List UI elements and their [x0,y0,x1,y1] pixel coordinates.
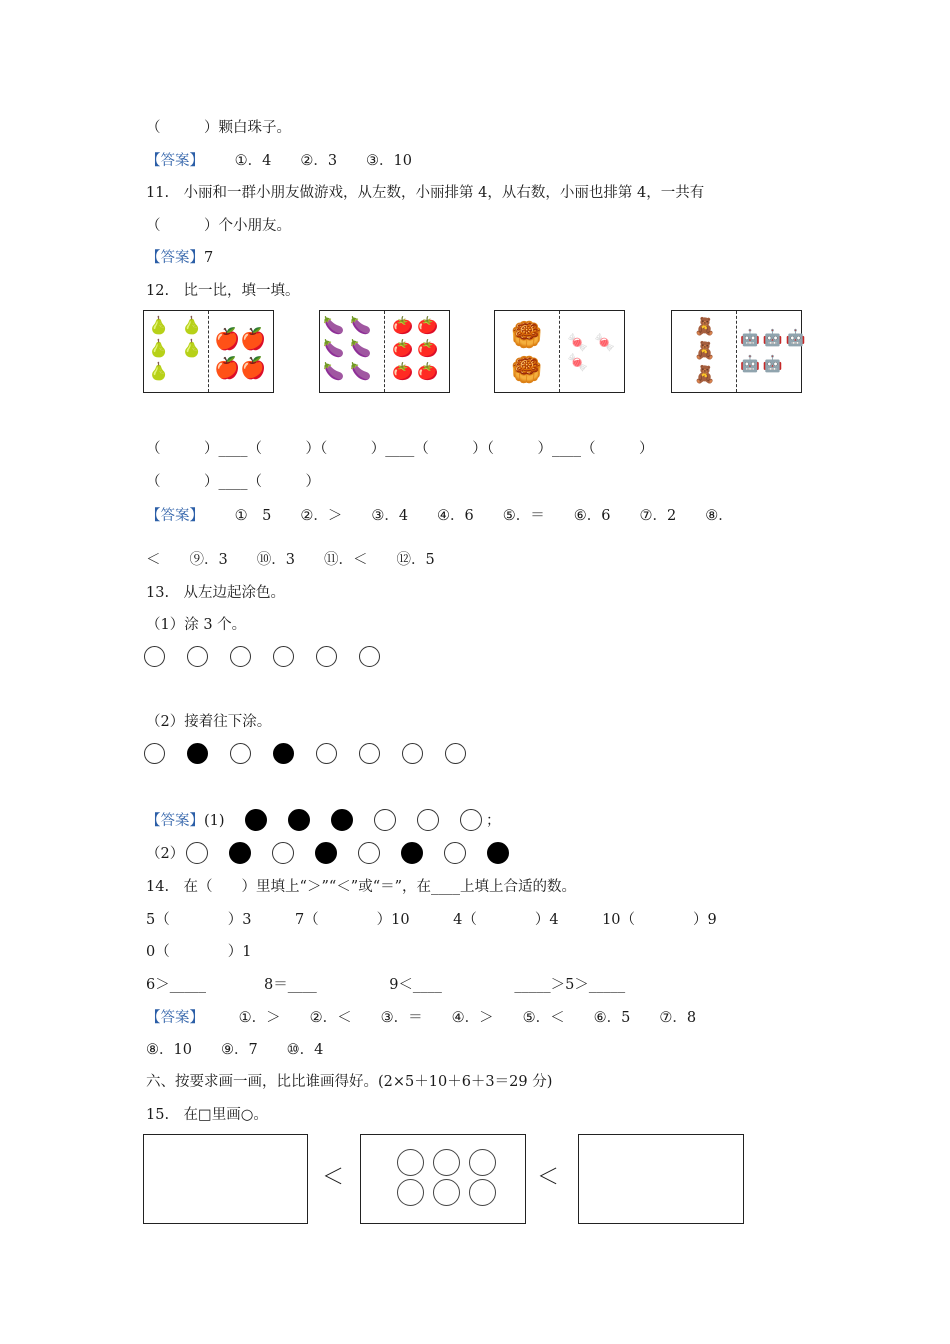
pear-icon: 🍐 [148,362,170,382]
question-15: 15. 在□里画○。 [146,1107,268,1123]
tomato-icon: 🍅 [417,339,439,359]
apple-icon: 🍎 [214,327,241,351]
empty-circle[interactable] [316,646,337,667]
pear-icon: 🍐 [181,316,203,336]
empty-circle[interactable] [144,743,165,764]
robot-icon: 🤖 [762,354,783,373]
apple-group [214,325,266,383]
empty-circle[interactable] [230,743,251,764]
answer-part-label: (1) [204,813,225,829]
circle-shape [433,1179,460,1206]
filled-circle [331,809,353,831]
robot-icon: 🤖 [762,328,783,347]
question-13: 13. 从左边起涂色。 [146,585,286,601]
eggplant-icon: 🍆 [350,316,372,336]
question-13-part1: （1）涂 3 个。 [146,617,247,633]
empty-circle [374,809,396,831]
answer-14 [146,1006,696,1027]
empty-circle[interactable] [445,743,466,764]
semicolon: ； [486,813,501,829]
filled-circle [401,842,423,864]
bear-icon: 🧸 [694,365,716,385]
answer-tag: 【答案】 [146,508,204,524]
question-12: 12. 比一比，填一填。 [146,283,300,299]
compare-box-eggplants-tomatoes [319,310,450,393]
dashed-divider [736,311,737,392]
tomato-icon: 🍅 [392,339,414,359]
draw-box-left[interactable] [143,1134,308,1224]
filled-circle [245,809,267,831]
question-11-line1: 11. 小丽和一群小朋友做游戏，从左数，小丽排第 4，从右数，小丽也排第 4，一共有 [146,185,705,201]
less-than-sign: ＜ [537,1165,560,1190]
question-14: 14. 在（ ）里填上“＞”“＜”或“＝”，在____上填上合适的数。 [146,879,577,895]
robot-icon: 🤖 [740,328,760,347]
candy-icon: 🍬 [594,333,616,353]
answer-text: ① 5 ②．＞ ③．4 ④．6 ⑤．＝ ⑥．6 ⑦．2 ⑧． [234,508,733,524]
answer-10 [146,149,412,170]
empty-circle[interactable] [187,646,208,667]
dashed-divider [208,311,209,392]
answer-12 [146,504,733,525]
compare-box-pears-apples [143,310,274,393]
question-13-part2: （2）接着往下涂。 [146,714,272,730]
robot-group [740,325,806,377]
empty-circle [460,809,482,831]
circle-shape [397,1179,424,1206]
circle-shape [433,1149,460,1176]
candy-icon: 🍬 [567,353,589,373]
mooncake-group [511,317,542,387]
dashed-divider [384,311,385,392]
pear-icon: 🍐 [148,316,170,336]
question-11-line2: （ ）个小朋友。 [146,218,291,234]
answer-tag: 【答案】 [146,1010,204,1026]
circle-shape [397,1149,424,1176]
candy-group [567,333,615,373]
draw-box-middle [360,1134,526,1224]
answer-tag: 【答案】 [146,250,204,266]
draw-box-right[interactable] [578,1134,744,1224]
question-14-row3: 6＞_____ 8＝____ 9＜____ _____＞5＞_____ [146,977,626,993]
apple-icon: 🍎 [240,356,267,380]
answer-tag: 【答案】 [146,153,204,169]
dashed-divider [559,311,560,392]
mooncake-icon: 🥮 [511,355,543,384]
empty-circle [358,842,380,864]
eggplant-group [323,315,371,384]
answer-text: ①．4 ②．3 ③．10 [234,153,413,169]
empty-circle[interactable] [144,646,165,667]
answer-text: 7 [204,250,214,266]
section-6-title: 六、按要求画一画，比比谁画得好。(2×5＋10＋6＋3＝29 分) [146,1074,553,1090]
filled-circle[interactable] [187,743,208,764]
eggplant-icon: 🍆 [350,339,372,359]
filled-circle [487,842,509,864]
question-14-row1: 5（ ）3 7（ ）10 4（ ）4 10（ ）9 [146,912,717,928]
tomato-group [392,315,438,384]
filled-circle[interactable] [273,743,294,764]
answer-12-line2: ＜ ⑨．3 ⑩．3 ⑪．＜ ⑫．5 [146,552,435,568]
robot-icon: 🤖 [740,354,760,373]
tomato-icon: 🍅 [392,316,414,336]
empty-circle [186,842,208,864]
answer-tag: 【答案】 [146,813,204,829]
circle-shape [469,1179,496,1206]
answer-13-part2-label: （2） [146,846,185,862]
compare-box-mooncakes-candies [494,310,625,393]
question-14-row2: 0（ ）1 [146,944,252,960]
pear-group [148,315,202,384]
circle-shape [469,1149,496,1176]
empty-circle[interactable] [230,646,251,667]
answer-text: ①．＞ ②．＜ ③．＝ ④．＞ ⑤．＜ ⑥．5 ⑦．8 [238,1010,697,1026]
apple-icon: 🍎 [240,327,267,351]
empty-circle[interactable] [359,743,380,764]
pear-icon: 🍐 [148,339,170,359]
empty-circle [272,842,294,864]
tomato-icon: 🍅 [417,362,439,382]
pear-icon: 🍐 [181,339,203,359]
bear-icon: 🧸 [694,341,716,361]
answer-11 [146,246,213,267]
eggplant-icon: 🍆 [323,339,345,359]
question-12-blanks-row1: （ ）____（ ）（ ）____（ ）（ ）____（ ） [146,441,654,457]
tomato-icon: 🍅 [392,362,414,382]
filled-circle [288,809,310,831]
robot-icon: 🤖 [785,328,806,347]
empty-circle [444,842,466,864]
answer-13-part1-label [146,809,225,830]
mooncake-icon: 🥮 [511,320,543,349]
bear-group [694,315,715,387]
eggplant-icon: 🍆 [350,362,372,382]
empty-circle[interactable] [316,743,337,764]
answer-14-line2: ⑧．10 ⑨．7 ⑩．4 [146,1042,324,1058]
empty-circle[interactable] [273,646,294,667]
line-white-beads: （ ）颗白珠子。 [146,120,291,136]
empty-circle[interactable] [359,646,380,667]
empty-circle [417,809,439,831]
candy-icon: 🍬 [567,333,589,353]
bear-icon: 🧸 [694,317,716,337]
compare-box-bears-robots [671,310,806,393]
question-12-blanks-row2: （ ）____（ ） [146,474,320,490]
eggplant-icon: 🍆 [323,362,345,382]
empty-circle[interactable] [402,743,423,764]
tomato-icon: 🍅 [417,316,439,336]
less-than-sign: ＜ [322,1165,345,1190]
eggplant-icon: 🍆 [323,316,345,336]
apple-icon: 🍎 [214,356,241,380]
filled-circle [315,842,337,864]
filled-circle [229,842,251,864]
